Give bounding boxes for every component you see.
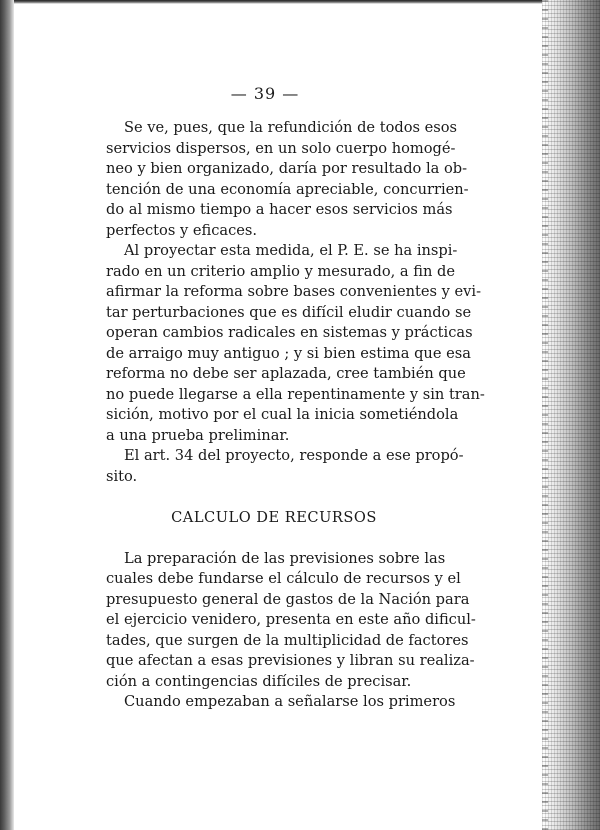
text-line: presupuesto general de gastos de la Nación para: [106, 590, 470, 608]
body-text: [106, 118, 485, 713]
text-line: a una prueba preliminar.: [106, 426, 290, 444]
text-line: afirmar la reforma sobre bases convenientes y evi-: [106, 283, 482, 300]
text-line: perfectos y eficaces.: [106, 221, 258, 239]
paragraph: [106, 241, 485, 446]
text-line: sición, motivo por el cual la inicia sometiéndola: [106, 406, 459, 423]
paragraph: [106, 118, 469, 241]
scan-left-edge: [0, 0, 14, 830]
paragraph: [106, 692, 456, 713]
text-line: neo y bien organizado, daría por resultado la ob-: [106, 160, 468, 177]
text-line: de arraigo muy antiguo ; y si bien estima que esa: [106, 344, 471, 362]
text-line: rado en un criterio amplio y mesurado, a fin de: [106, 262, 456, 280]
text-line: tar perturbaciones que es difícil eludir cuando se: [106, 303, 472, 321]
scan-right-edge: [542, 0, 600, 830]
section-heading: CALCULO DE RECURSOS: [171, 508, 377, 526]
text-line: Se ve, pues, que la refundición de todos esos: [124, 119, 458, 136]
scan-top-edge: [0, 0, 600, 4]
text-line: operan cambios radicales en sistemas y prácticas: [106, 324, 473, 341]
text-line: tades, que surgen de la multiplicidad de factores: [106, 631, 469, 649]
text-line: cuales debe fundarse el cálculo de recursos y el: [106, 570, 461, 587]
paragraph: [106, 549, 476, 693]
text-line: el ejercicio venidero, presenta en este año dificul-: [106, 611, 476, 628]
text-line: La preparación de las previsiones sobre las: [124, 549, 446, 567]
text-line: que afectan a esas previsiones y libran su realiza-: [106, 652, 475, 669]
text-line: servicios dispersos, en un solo cuerpo homogé-: [106, 139, 456, 157]
paragraph: [106, 446, 464, 487]
text-line: El art. 34 del proyecto, responde a ese propó-: [124, 447, 464, 464]
text-line: do al mismo tiempo a hacer esos servicios más: [106, 201, 453, 218]
text-line: ción a contingencias difíciles de precisar.: [106, 672, 412, 690]
text-line: no puede llegarse a ella repentinamente y sin tran-: [106, 385, 485, 403]
text-line: sito.: [106, 467, 138, 485]
text-line: Al proyectar esta medida, el P. E. se ha inspi-: [124, 242, 458, 259]
text-line: tención de una economía apreciable, concurrien-: [106, 180, 469, 198]
text-line: Cuando empezaban a señalarse los primeros: [124, 693, 456, 710]
text-line: reforma no debe ser aplazada, cree también que: [106, 365, 466, 382]
page-number: — 39 —: [230, 84, 300, 103]
